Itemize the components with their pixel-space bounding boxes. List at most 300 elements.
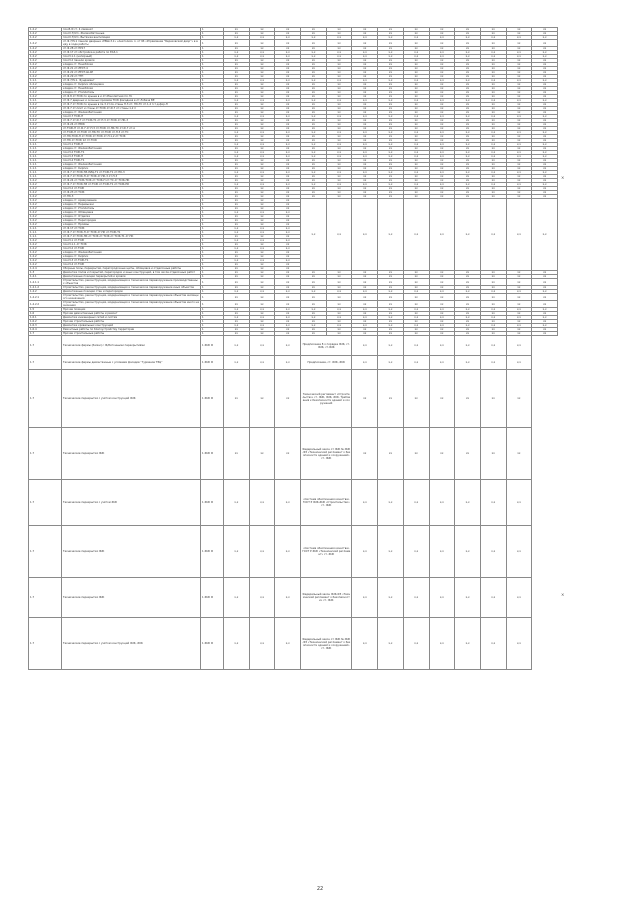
value-cell: хх bbox=[224, 159, 250, 163]
value-cell: х,х bbox=[429, 151, 455, 155]
value-cell: х,х bbox=[506, 155, 532, 159]
row-code: 1.7 bbox=[29, 618, 62, 670]
value-cell: хх bbox=[378, 139, 404, 143]
value-cell: хх bbox=[326, 175, 352, 179]
value-cell: хх bbox=[249, 199, 275, 203]
value-cell: хх bbox=[403, 119, 429, 123]
table-row bbox=[29, 336, 558, 356]
value-cell: х,х bbox=[352, 356, 378, 370]
value-cell: х,х bbox=[480, 55, 506, 59]
value-cell: хх bbox=[224, 47, 250, 51]
value-cell: хх bbox=[275, 127, 301, 131]
value-cell: х,х bbox=[429, 290, 455, 294]
value-cell: хх bbox=[378, 123, 404, 127]
value-cell: х,х bbox=[275, 171, 301, 175]
value-cell: хх bbox=[275, 255, 301, 259]
value-cell: х,х bbox=[275, 231, 301, 235]
value-cell: хх bbox=[301, 123, 327, 127]
row-code: 1.2.2 bbox=[29, 135, 62, 139]
value-cell: хх bbox=[532, 279, 558, 286]
value-cell: хх bbox=[455, 163, 481, 167]
value-cell: хх bbox=[352, 279, 378, 286]
value-cell: хх bbox=[275, 139, 301, 143]
value-cell: хх bbox=[532, 328, 558, 332]
value-cell: хх bbox=[249, 207, 275, 211]
merged-value-cell: х,х bbox=[480, 199, 506, 271]
row-name: лт.ПК-ТСЖ-П лт.ТСЖ лт.ТСЖ лт.П.1,2 лт.ТСЖ bbox=[62, 135, 201, 139]
value-cell: хх bbox=[249, 28, 275, 32]
merged-value-cell: х,х bbox=[429, 199, 455, 271]
row-code: 1.2.2 bbox=[29, 75, 62, 79]
table-row bbox=[29, 294, 558, 301]
value-cell: хх bbox=[224, 28, 250, 32]
value-cell: х,х bbox=[455, 36, 481, 40]
value-cell: хх bbox=[455, 294, 481, 301]
value-cell: хх bbox=[224, 163, 250, 167]
value-cell: х,х bbox=[249, 171, 275, 175]
value-cell: хх bbox=[224, 207, 250, 211]
value-cell: х,х bbox=[480, 618, 506, 670]
value-cell: х,х bbox=[224, 526, 250, 578]
value-cell: хх bbox=[429, 159, 455, 163]
value-cell: хх bbox=[301, 67, 327, 71]
value-cell: хх bbox=[224, 83, 250, 87]
value-cell: хх bbox=[429, 119, 455, 123]
value-cell: хх bbox=[275, 286, 301, 290]
value-cell: х,х bbox=[224, 308, 250, 312]
row-name: лт.III.7 лт.III.7 лт.ТСЖ-Т1 лт.П.3 лт.ТСЖ лт.ПК-3 bbox=[62, 119, 201, 123]
row-unit: 1 bbox=[201, 179, 224, 183]
value-cell: хх bbox=[403, 294, 429, 301]
value-cell: хх bbox=[249, 215, 275, 219]
value-cell: хх bbox=[455, 332, 481, 336]
row-name: лт.III.7 лт.ТСЖ по крыше в пк.3 лт.Ск.стены П.З лт. ПК-ТС лт.1,2 п.т.д.фкр-Н bbox=[62, 103, 201, 107]
value-cell: х,х bbox=[224, 356, 250, 370]
row-unit: 1 bbox=[201, 36, 224, 40]
value-cell: х,х bbox=[249, 227, 275, 231]
merged-value-cell: х,х bbox=[532, 199, 558, 271]
row-unit: 1 bbox=[201, 235, 224, 239]
value-cell: х,х bbox=[224, 99, 250, 103]
value-cell: хх bbox=[301, 127, 327, 131]
value-cell: хх bbox=[455, 123, 481, 127]
row-unit: 1 bbox=[201, 99, 224, 103]
value-cell: хх bbox=[249, 279, 275, 286]
value-cell: хх bbox=[455, 47, 481, 51]
value-cell: х,х bbox=[429, 55, 455, 59]
value-cell: хх bbox=[326, 119, 352, 123]
row-unit: 1 bbox=[201, 143, 224, 147]
value-cell: хх bbox=[532, 75, 558, 79]
row-code: 1.2.2 bbox=[29, 119, 62, 123]
value-cell: хх bbox=[429, 127, 455, 131]
value-cell: хх bbox=[249, 59, 275, 63]
value-cell: хх bbox=[275, 223, 301, 227]
row-code: 1.2.2 bbox=[29, 83, 62, 87]
row-unit: 1 bbox=[201, 243, 224, 247]
value-cell: хх bbox=[455, 179, 481, 183]
value-cell: хх bbox=[429, 59, 455, 63]
row-unit: 1 ЖЖ Ф bbox=[201, 356, 224, 370]
value-cell: хх bbox=[506, 370, 532, 428]
value-cell: хх bbox=[249, 40, 275, 47]
value-cell: хх bbox=[301, 119, 327, 123]
row-code: 1.2.2 bbox=[29, 263, 62, 267]
row-unit: 1 bbox=[201, 95, 224, 99]
value-cell: хх bbox=[506, 28, 532, 32]
value-cell: хх bbox=[403, 111, 429, 115]
row-code: 1.2.2 bbox=[29, 203, 62, 207]
row-code: 1.1.1 bbox=[29, 227, 62, 231]
value-cell: х,х bbox=[480, 183, 506, 187]
value-cell: хх bbox=[352, 32, 378, 36]
value-cell: хх bbox=[352, 320, 378, 324]
value-cell: хх bbox=[506, 91, 532, 95]
value-cell: хх bbox=[326, 301, 352, 308]
table-row bbox=[29, 356, 558, 370]
row-name: лт.III.7/IV.1 панели дверные «ЕВШ-3.1» «Анатолия» л. от 9б «Управление “Березовский двор”» в виду в ходе работы bbox=[62, 40, 201, 47]
value-cell: хх bbox=[275, 235, 301, 239]
value-cell: хх bbox=[224, 271, 250, 275]
value-cell: хх bbox=[326, 147, 352, 151]
row-name: лт.III.7 лт.ТСЖ-ТИ-ЛИЦ-Т1 лт.ТСЖ-Т1 лт.ПК-3 bbox=[62, 171, 201, 175]
row-name: кладка ст. Облицовка bbox=[62, 211, 201, 215]
value-cell: хх bbox=[275, 59, 301, 63]
value-cell: х,х bbox=[455, 578, 481, 618]
value-cell: хх bbox=[352, 370, 378, 428]
row-unit: 1 bbox=[201, 231, 224, 235]
value-cell: хх bbox=[378, 286, 404, 290]
value-cell: хх bbox=[326, 275, 352, 279]
value-cell: хх bbox=[532, 195, 558, 199]
row-name: лт.III.24 лт.ТСЖ-ТСЖ лт.ТСЖ-П лт.ТС лт.ТСЖ-ПК bbox=[62, 179, 201, 183]
value-cell: х,х bbox=[403, 356, 429, 370]
value-cell: хх bbox=[480, 47, 506, 51]
row-name: лт.III.29 лт.ТТП bbox=[62, 75, 201, 79]
row-name: кладка ст. Перегородки bbox=[62, 219, 201, 223]
value-cell: хх bbox=[301, 91, 327, 95]
row-name: лт.ПК-3 bbox=[62, 195, 201, 199]
value-cell: хх bbox=[455, 75, 481, 79]
value-cell: хх bbox=[249, 255, 275, 259]
row-code: 1.7 bbox=[29, 370, 62, 428]
value-cell: хх bbox=[224, 267, 250, 271]
row-unit: 1 ЖЖ Ф bbox=[201, 578, 224, 618]
value-cell: х,х bbox=[249, 336, 275, 356]
value-cell: хх bbox=[352, 179, 378, 183]
value-cell: хх bbox=[455, 271, 481, 275]
value-cell: хх bbox=[224, 235, 250, 239]
value-cell: хх bbox=[532, 163, 558, 167]
value-cell: х,х bbox=[301, 51, 327, 55]
value-cell: х,х bbox=[403, 171, 429, 175]
value-cell: хх bbox=[506, 71, 532, 75]
value-cell: х,х bbox=[275, 211, 301, 215]
value-cell: хх bbox=[378, 312, 404, 316]
merged-value-cell: х,х bbox=[455, 199, 481, 271]
reason-cell: «Система обеспечения качества» ГОСТ Р ЖЖ-ЖЖ «Строительство» ст. ЖЖ bbox=[301, 480, 352, 526]
row-code: 1.1.1 bbox=[29, 147, 62, 151]
value-cell: хх bbox=[275, 28, 301, 32]
value-cell: х,х bbox=[480, 356, 506, 370]
value-cell: хх bbox=[326, 123, 352, 127]
value-cell: хх bbox=[506, 167, 532, 171]
value-cell: х,х bbox=[506, 51, 532, 55]
value-cell: хх bbox=[532, 111, 558, 115]
value-cell: хх bbox=[455, 103, 481, 107]
value-cell: хх bbox=[480, 28, 506, 32]
row-unit: 1 bbox=[201, 119, 224, 123]
value-cell: хх bbox=[429, 301, 455, 308]
value-cell: хх bbox=[352, 95, 378, 99]
value-cell: х,х bbox=[480, 131, 506, 135]
value-cell: хх bbox=[249, 147, 275, 151]
row-name: лт.III.28 лт.ПР17 bbox=[62, 47, 201, 51]
row-code: 1.2.2 bbox=[29, 115, 62, 119]
value-cell: х,х bbox=[326, 316, 352, 320]
value-cell: х,х bbox=[249, 618, 275, 670]
value-cell: х,х bbox=[403, 115, 429, 119]
row-unit: 1 bbox=[201, 187, 224, 191]
side-mark-2: × bbox=[561, 592, 565, 597]
value-cell: хх bbox=[506, 83, 532, 87]
value-cell: х,х bbox=[506, 115, 532, 119]
value-cell: х,х bbox=[455, 55, 481, 59]
value-cell: хх bbox=[455, 87, 481, 91]
value-cell: х,х bbox=[506, 99, 532, 103]
value-cell: хх bbox=[480, 63, 506, 67]
value-cell: хх bbox=[301, 75, 327, 79]
value-cell: х,х bbox=[480, 115, 506, 119]
value-cell: х,х bbox=[429, 618, 455, 670]
value-cell: хх bbox=[532, 28, 558, 32]
value-cell: хх bbox=[429, 175, 455, 179]
value-cell: х,х bbox=[378, 356, 404, 370]
value-cell: хх bbox=[326, 75, 352, 79]
value-cell: х,х bbox=[301, 171, 327, 175]
value-cell: х,х bbox=[506, 131, 532, 135]
value-cell: хх bbox=[275, 75, 301, 79]
value-cell: х,х bbox=[352, 99, 378, 103]
value-cell: х,х bbox=[532, 143, 558, 147]
value-cell: х,х bbox=[506, 36, 532, 40]
value-cell: хх bbox=[224, 67, 250, 71]
row-unit: 1 bbox=[201, 255, 224, 259]
row-unit: 1 bbox=[201, 247, 224, 251]
value-cell: хх bbox=[429, 320, 455, 324]
value-cell: хх bbox=[403, 370, 429, 428]
value-cell: х,х bbox=[506, 55, 532, 59]
row-code: 1.7 bbox=[29, 578, 62, 618]
value-cell: хх bbox=[224, 195, 250, 199]
row-code: 1.2.2 bbox=[29, 207, 62, 211]
value-cell: хх bbox=[378, 119, 404, 123]
row-name: кладка ст. Армирование bbox=[62, 199, 201, 203]
row-name: кладка ст. Утеплитель bbox=[62, 91, 201, 95]
value-cell: хх bbox=[301, 191, 327, 195]
value-cell: х,х bbox=[224, 239, 250, 243]
value-cell: хх bbox=[378, 370, 404, 428]
row-code: 1.6.4 bbox=[29, 328, 62, 332]
value-cell: хх bbox=[224, 107, 250, 111]
value-cell: хх bbox=[224, 119, 250, 123]
value-cell: хх bbox=[532, 63, 558, 67]
value-cell: хх bbox=[506, 63, 532, 67]
value-cell: х,х bbox=[480, 51, 506, 55]
value-cell: х,х bbox=[352, 290, 378, 294]
value-cell: хх bbox=[326, 271, 352, 275]
value-cell: хх bbox=[480, 40, 506, 47]
value-cell: хх bbox=[403, 159, 429, 163]
value-cell: хх bbox=[224, 63, 250, 67]
value-cell: хх bbox=[455, 119, 481, 123]
value-cell: хх bbox=[403, 328, 429, 332]
value-cell: хх bbox=[532, 286, 558, 290]
value-cell: хх bbox=[224, 301, 250, 308]
value-cell: х,х bbox=[249, 239, 275, 243]
value-cell: х,х bbox=[352, 324, 378, 328]
value-cell: хх bbox=[301, 40, 327, 47]
value-cell: хх bbox=[275, 119, 301, 123]
value-cell: хх bbox=[301, 71, 327, 75]
value-cell: хх bbox=[275, 215, 301, 219]
value-cell: хх bbox=[249, 111, 275, 115]
value-cell: хх bbox=[429, 135, 455, 139]
value-cell: хх bbox=[429, 271, 455, 275]
value-cell: хх bbox=[429, 428, 455, 480]
value-cell: х,х bbox=[301, 143, 327, 147]
value-cell: х,х bbox=[224, 51, 250, 55]
value-cell: х,х bbox=[506, 578, 532, 618]
value-cell: хх bbox=[532, 103, 558, 107]
value-cell: х,х bbox=[403, 308, 429, 312]
row-code: 1.6.3 bbox=[29, 324, 62, 328]
value-cell: х,х bbox=[378, 480, 404, 526]
value-cell: хх bbox=[301, 32, 327, 36]
value-cell: хх bbox=[224, 251, 250, 255]
value-cell: х,х bbox=[455, 336, 481, 356]
value-cell: хх bbox=[455, 195, 481, 199]
row-code: 1.2.2 bbox=[29, 131, 62, 135]
row-unit: 1 bbox=[201, 135, 224, 139]
value-cell: хх bbox=[224, 139, 250, 143]
row-name: Технические перекрытия ЖЖ bbox=[62, 526, 201, 578]
row-code: 1.1.1 bbox=[29, 231, 62, 235]
row-name: Прочие строительные работы bbox=[62, 332, 201, 336]
row-unit: 1 bbox=[201, 223, 224, 227]
value-cell: х,х bbox=[403, 578, 429, 618]
value-cell: х,х bbox=[249, 316, 275, 320]
value-cell: хх bbox=[275, 87, 301, 91]
value-cell: хх bbox=[403, 107, 429, 111]
value-cell: хх bbox=[326, 87, 352, 91]
value-cell: хх bbox=[455, 279, 481, 286]
value-cell: хх bbox=[224, 320, 250, 324]
row-name: Сборные полы, перекрытия, перегородочные щиты, облицовка и отделочные работы bbox=[62, 267, 201, 271]
value-cell: хх bbox=[429, 75, 455, 79]
row-unit: 1 bbox=[201, 316, 224, 320]
value-cell: х,х bbox=[480, 308, 506, 312]
row-code: 1.1.1 bbox=[29, 159, 62, 163]
value-cell: хх bbox=[455, 83, 481, 87]
row-unit: 1 bbox=[201, 312, 224, 316]
value-cell: х,х bbox=[455, 131, 481, 135]
reason-cell: Предписание, ст. ЖЖ, ЖЖ bbox=[301, 356, 352, 370]
value-cell: хх bbox=[403, 279, 429, 286]
row-name: лт.III.7 дверных и оконных проёмов ТСЖ фасадная в лт.Лобача ВЕ bbox=[62, 99, 201, 103]
row-unit: 1 bbox=[201, 32, 224, 36]
row-name: лт.III.21 лт.ЛЕСТ-4 bbox=[62, 67, 201, 71]
value-cell: х,х bbox=[403, 151, 429, 155]
row-unit: 1 bbox=[201, 251, 224, 255]
value-cell: хх bbox=[352, 123, 378, 127]
value-cell: хх bbox=[429, 179, 455, 183]
value-cell: хх bbox=[249, 179, 275, 183]
value-cell: х,х bbox=[275, 578, 301, 618]
value-cell: хх bbox=[532, 179, 558, 183]
row-code: 1.7 bbox=[29, 356, 62, 370]
value-cell: х,х bbox=[224, 231, 250, 235]
value-cell: хх bbox=[352, 67, 378, 71]
value-cell: хх bbox=[532, 275, 558, 279]
value-cell: х,х bbox=[403, 99, 429, 103]
value-cell: хх bbox=[326, 320, 352, 324]
row-code: 1.2.2 bbox=[29, 123, 62, 127]
value-cell: хх bbox=[480, 175, 506, 179]
document-sheet bbox=[28, 27, 558, 670]
row-unit: 1 bbox=[201, 324, 224, 328]
value-cell: х,х bbox=[249, 308, 275, 312]
value-cell: хх bbox=[326, 135, 352, 139]
value-cell: х,х bbox=[532, 324, 558, 328]
row-unit: 1 bbox=[201, 79, 224, 83]
value-cell: хх bbox=[378, 332, 404, 336]
row-name: лт.III.7 лт.ТСЖ-П лт.ТСЖ лт.ПК лт.ТСЖ-Т1 bbox=[62, 231, 201, 235]
row-name: Строительство, реконструкция, модернизация и техническое перевооружение иных объектов bbox=[62, 286, 201, 290]
value-cell: хх bbox=[506, 175, 532, 179]
value-cell: хх bbox=[455, 370, 481, 428]
value-cell: хх bbox=[249, 370, 275, 428]
row-unit: 1 bbox=[201, 175, 224, 179]
row-code: 1.2.2 bbox=[29, 55, 62, 59]
value-cell: х,х bbox=[480, 336, 506, 356]
value-cell: хх bbox=[455, 67, 481, 71]
table-row bbox=[29, 279, 558, 286]
value-cell: хх bbox=[455, 95, 481, 99]
value-cell: хх bbox=[326, 47, 352, 51]
value-cell: х,х bbox=[455, 115, 481, 119]
row-unit: 1 bbox=[201, 167, 224, 171]
row-code: 1.2.2 bbox=[29, 187, 62, 191]
value-cell: хх bbox=[403, 332, 429, 336]
value-cell: хх bbox=[480, 95, 506, 99]
value-cell: х,х bbox=[455, 324, 481, 328]
value-cell: х,х bbox=[378, 115, 404, 119]
value-cell: х,х bbox=[403, 618, 429, 670]
value-cell: хх bbox=[506, 191, 532, 195]
value-cell: хх bbox=[403, 312, 429, 316]
value-cell: хх bbox=[224, 215, 250, 219]
value-cell: х,х bbox=[403, 316, 429, 320]
value-cell: хх bbox=[532, 187, 558, 191]
row-name: кладка ст. Железобетонная bbox=[62, 111, 201, 115]
value-cell: х,х bbox=[301, 151, 327, 155]
value-cell: хх bbox=[378, 428, 404, 480]
value-cell: хх bbox=[480, 159, 506, 163]
value-cell: хх bbox=[480, 187, 506, 191]
value-cell: х,х bbox=[249, 231, 275, 235]
value-cell: х,х bbox=[275, 151, 301, 155]
